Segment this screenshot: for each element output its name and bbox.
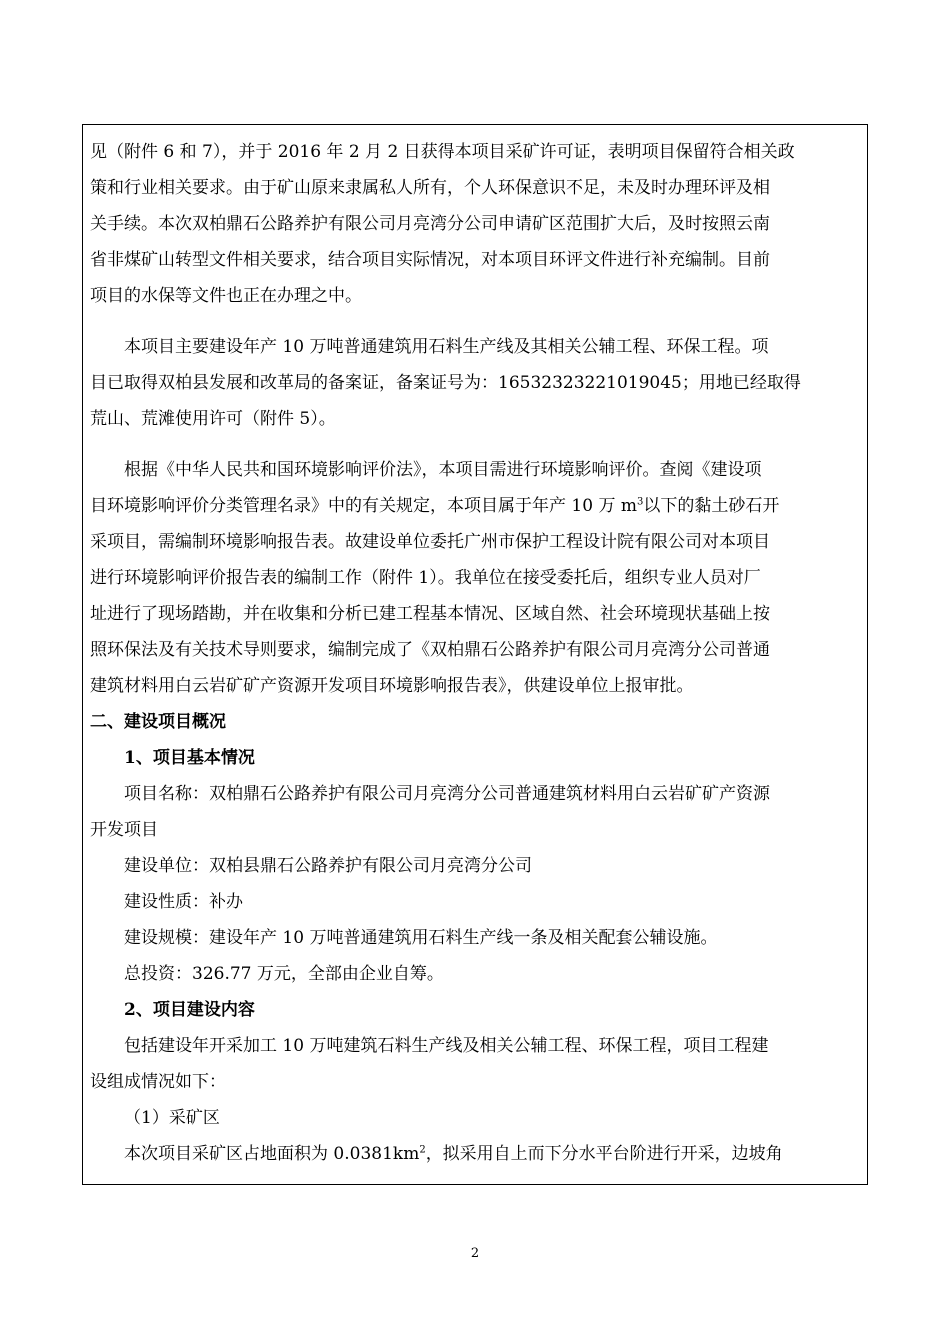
text-line: 策和行业相关要求。由于矿山原来隶属私人所有，个人环保意识不足，未及时办理环评及相 — [90, 178, 770, 198]
list-item: （1）采矿区 — [124, 1108, 220, 1128]
text-line: 照环保法及有关技术导则要求，编制完成了《双柏鼎石公路养护有限公司月亮湾分公司普通 — [90, 640, 770, 660]
text-segment: 本次项目采矿区占地面积为 0.0381km — [124, 1144, 420, 1164]
construction-unit: 建设单位：双柏县鼎石公路养护有限公司月亮湾分公司 — [124, 856, 532, 876]
text-segment: 以下的黏土砂石开 — [643, 496, 780, 516]
text-line: 项目的水保等文件也正在办理之中。 — [90, 286, 362, 306]
text-line-with-superscript — [124, 1144, 862, 1164]
text-line: 采项目，需编制环境影响报告表。故建设单位委托广州市保护工程设计院有限公司对本项目 — [90, 532, 770, 552]
section-heading: 二、建设项目概况 — [90, 712, 226, 732]
page-number: 2 — [470, 1246, 480, 1261]
text-line: 关手续。本次双柏鼎石公路养护有限公司月亮湾分公司申请矿区范围扩大后，及时按照云南 — [90, 214, 770, 234]
text-line: 建筑材料用白云岩矿矿产资源开发项目环境影响报告表》，供建设单位上报审批。 — [90, 676, 694, 696]
project-name-line: 项目名称：双柏鼎石公路养护有限公司月亮湾分公司普通建筑材料用白云岩矿矿产资源 — [124, 784, 770, 804]
text-line: 根据《中华人民共和国环境影响评价法》，本项目需进行环境影响评价。查阅《建设项 — [124, 460, 762, 480]
text-segment: ，拟采用自上而下分水平台阶进行开采，边坡角 — [425, 1144, 783, 1164]
text-line: 设组成情况如下： — [90, 1072, 226, 1092]
text-line: 本项目主要建设年产 10 万吨普通建筑用石料生产线及其相关公辅工程、环保工程。项 — [124, 337, 769, 357]
text-line: 见（附件 6 和 7），并于 2016 年 2 月 2 日获得本项目采矿许可证，表明项目保留符合相关政 — [90, 142, 795, 162]
text-line: 址进行了现场踏勘，并在收集和分析已建工程基本情况、区域自然、社会环境现状基础上按 — [90, 604, 770, 624]
text-line: 荒山、荒滩使用许可（附件 5）。 — [90, 409, 336, 429]
total-investment: 总投资：326.77 万元，全部由企业自筹。 — [124, 964, 444, 984]
text-line: 包括建设年开采加工 10 万吨建筑石料生产线及相关公辅工程、环保工程，项目工程建 — [124, 1036, 769, 1056]
text-line: 省非煤矿山转型文件相关要求，结合项目实际情况，对本项目环评文件进行补充编制。目前 — [90, 250, 770, 270]
text-line: 目已取得双柏县发展和改革局的备案证，备案证号为：16532323221019045；用地已经取得 — [90, 373, 801, 393]
text-line: 进行环境影响评价报告表的编制工作（附件 1）。我单位在接受委托后，组织专业人员对厂 — [90, 568, 761, 588]
subsection-heading: 2、项目建设内容 — [124, 1000, 255, 1020]
construction-nature: 建设性质：补办 — [124, 892, 243, 912]
superscript: 3 — [636, 496, 644, 508]
project-name-line: 开发项目 — [90, 820, 158, 840]
text-segment: 目环境影响评价分类管理名录》中的有关规定，本项目属于年产 10 万 m — [90, 496, 637, 516]
subsection-heading: 1、项目基本情况 — [124, 748, 255, 768]
superscript: 2 — [419, 1144, 426, 1156]
construction-scale: 建设规模：建设年产 10 万吨普通建筑用石料生产线一条及相关配套公辅设施。 — [124, 928, 718, 948]
text-line-with-superscript — [90, 496, 862, 516]
